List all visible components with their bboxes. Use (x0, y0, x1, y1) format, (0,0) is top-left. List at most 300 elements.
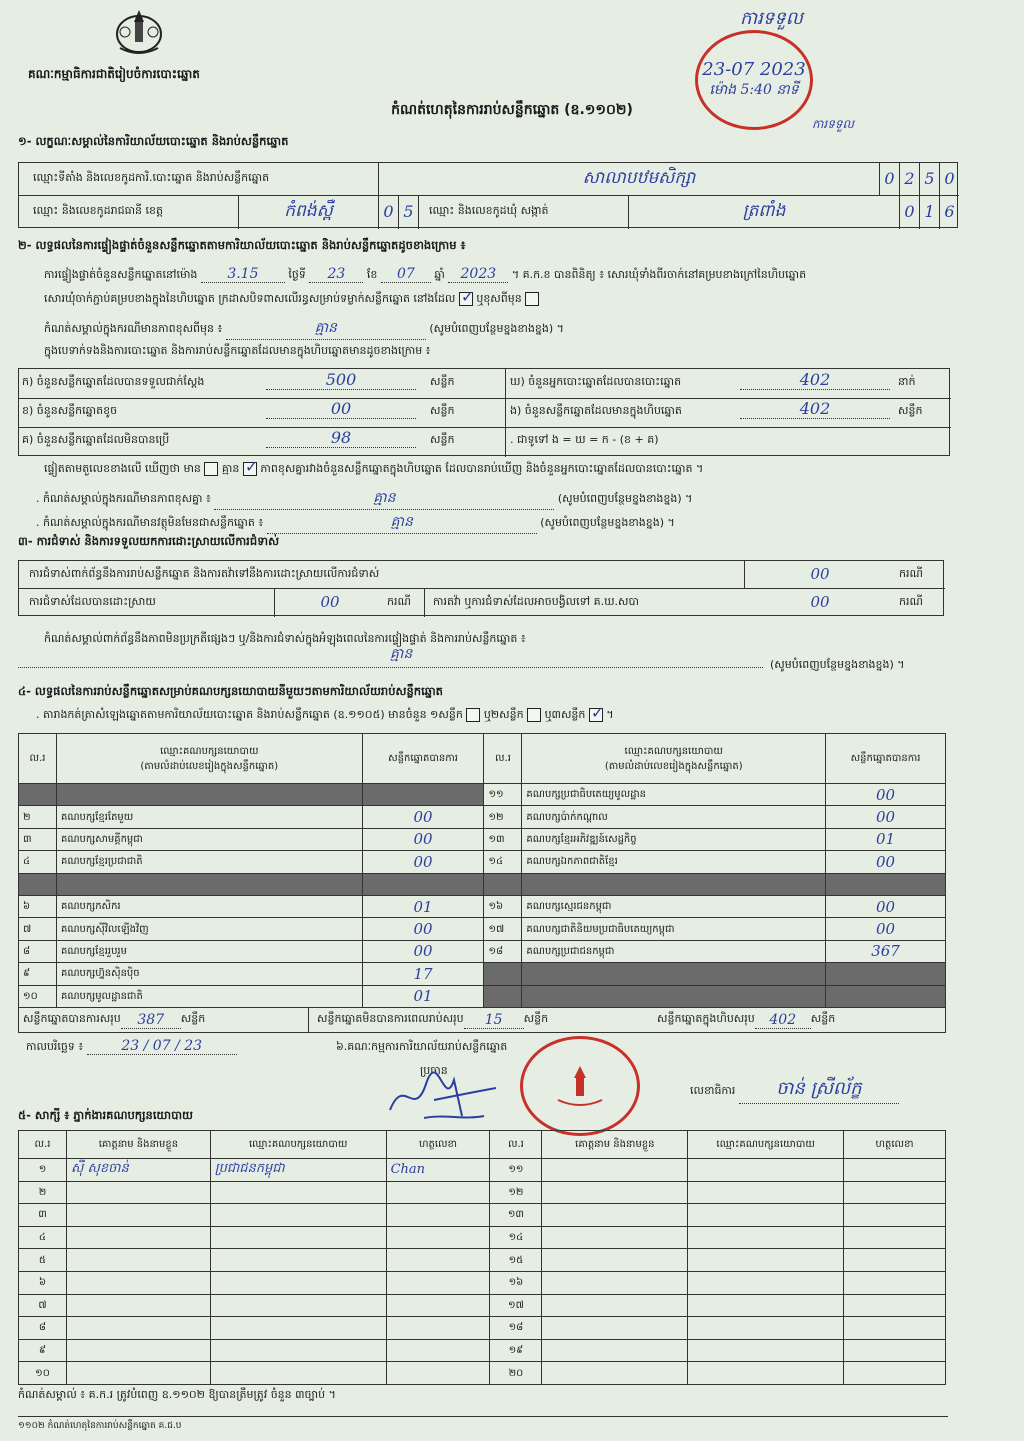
result-no (484, 963, 522, 985)
witness-name: ស៊ី សុខចាន់ (66, 1159, 210, 1182)
total-box-label: សន្លឹកឆ្នោតក្នុងហិបសរុប (657, 1012, 755, 1025)
count-right-label: ឃ) ចំនួនអ្នកបោះឆ្នោតដែលបានបោះឆ្នោត (510, 375, 682, 388)
total-valid-value: 387 (121, 1012, 181, 1029)
difference-note-value: គ្មាន (226, 318, 426, 340)
result-name: គណបក្សប្រជាធិបតេយ្យមូលដ្ឋាន (522, 784, 826, 806)
result-no (19, 873, 57, 895)
result-no: ៨ (19, 940, 57, 962)
time-label: ការផ្ទៀងផ្ទាត់ចំនួនសន្លឹកឆ្នោតនៅម៉ោង (44, 268, 198, 281)
col-party (56, 734, 362, 784)
royal-emblem-icon (108, 4, 170, 56)
result-name (56, 784, 362, 806)
discrepancy-no-checkbox[interactable] (243, 462, 257, 476)
witness-name (542, 1362, 688, 1385)
irregularity-note-value: គ្មាន (390, 646, 413, 662)
result-name: គណបក្សជាតិនិយមប្រជាធិបតេយ្យកម្ពុជា (522, 918, 826, 940)
witness-no: ១០ (19, 1362, 67, 1385)
col-no-right: ល.រ (484, 734, 522, 784)
witness-sign (386, 1271, 490, 1294)
witness-name (66, 1271, 210, 1294)
witness-sign (844, 1362, 946, 1385)
note1-label: . កំណត់សម្គាល់ក្នុងករណីមានភាពខុសគ្នា ៖ (36, 492, 211, 505)
witness-party (688, 1271, 844, 1294)
tally-1-sheet-checkbox[interactable] (466, 708, 480, 722)
result-no: ១៦ (484, 895, 522, 917)
note2-line (36, 512, 675, 534)
tally-2-sheet-checkbox[interactable] (527, 708, 541, 722)
witness-name (66, 1317, 210, 1340)
witness-name (542, 1317, 688, 1340)
discrepancy-yes-checkbox[interactable] (204, 462, 218, 476)
table-row (19, 1249, 946, 1272)
witness-col-sign: ហត្ថលេខា (386, 1131, 490, 1159)
witness-name (542, 1294, 688, 1317)
table-row (19, 1204, 946, 1227)
result-name: គណបក្សកសិករ (56, 895, 362, 917)
witness-no: ១១ (490, 1159, 542, 1182)
count-right-value: 402 (740, 370, 890, 390)
witness-col-sign-right: ហត្ថលេខា (844, 1131, 946, 1159)
total-invalid-value: 15 (464, 1012, 524, 1029)
footer-note: កំណត់សម្គាល់ ៖ គ.ក.រ ត្រូវបំពេញ ឧ.១១០២ ឱ្យបានត្រឹមត្រូវ ចំនួន ៣ច្បាប់ ។ (18, 1388, 336, 1401)
col-votes-right: សន្លឹកឆ្នោតបានការ (826, 734, 946, 784)
witness-name (542, 1204, 688, 1227)
commune-code (899, 196, 959, 229)
witness-party (210, 1294, 386, 1317)
witness-sign (386, 1339, 490, 1362)
discrepancy-tail: ភាពខុសគ្នារវាងចំនួនសន្លឹកឆ្នោតក្នុងហិបឆ្នោត ដែលបានរាប់ឃើញ និងចំនួនអ្នកបោះឆ្នោតដែលបានបោះឆ្នោត ។ (260, 462, 704, 475)
difference-note-tail: (សូមបំពេញបន្ថែមខ្នងខាងខ្នង) ។ (429, 322, 564, 335)
code-digit: 0 (939, 163, 959, 195)
result-votes: 00 (826, 918, 946, 940)
result-no: ១៨ (484, 940, 522, 962)
witness-sign (386, 1249, 490, 1272)
count-left-label: ខ) ចំនួនសន្លឹកឆ្នោតខូច (22, 404, 118, 417)
count-right-unit: នាក់ (898, 375, 916, 388)
col-no: ល.រ (19, 734, 57, 784)
result-votes: 00 (362, 806, 484, 828)
witness-no: ១៧ (490, 1294, 542, 1317)
witness-no: ២ (19, 1181, 67, 1204)
section-2-heading: ២- លទ្ធផលនៃការផ្ទៀងផ្ទាត់ចំនួនសន្លឹកឆ្នោតតាមការិយាល័យបោះឆ្នោត និងរាប់សន្លឹកឆ្នោតដូចខាងក្រោម ៖ (18, 238, 466, 252)
witness-party: ប្រជាជនកម្ពុជា (210, 1159, 386, 1182)
witness-col-name: គោត្តនាម និងនាមខ្លួន (66, 1131, 210, 1159)
col-party-title: ឈ្មោះគណបក្សនយោបាយ (624, 745, 723, 757)
tally-intro: . តារាងកត់ត្រាសំឡេងឆ្នោតតាមការិយាល័យបោះឆ្នោត និងរាប់សន្លឹកឆ្នោត (ឧ.១១០៥) មានចំនួន ១សន្លឹក (36, 708, 463, 721)
table-row (19, 1226, 946, 1249)
witness-sign (844, 1249, 946, 1272)
result-votes: 01 (362, 895, 484, 917)
count-left-unit: សន្លឹក (430, 375, 455, 388)
witness-no: ៧ (19, 1294, 67, 1317)
code-digit: 0 (879, 163, 899, 195)
witness-col-name-right: គោត្តនាម និងនាមខ្លួន (542, 1131, 688, 1159)
result-votes: 00 (362, 828, 484, 850)
result-votes (362, 873, 484, 895)
witness-no: ៥ (19, 1249, 67, 1272)
witness-party (210, 1362, 386, 1385)
witness-party (688, 1226, 844, 1249)
report-date-value: 23 / 07 / 23 (87, 1038, 237, 1055)
result-name: គណបក្សខ្មែរអភិវឌ្ឍន៍សេដ្ឋកិច្ច (522, 828, 826, 850)
witness-no: ១ (19, 1159, 67, 1182)
total-valid-cell (19, 1008, 309, 1032)
total-box-cell (649, 1008, 945, 1032)
discrepancy-line (44, 462, 703, 478)
resolved-unit: ករណី (385, 589, 425, 617)
note2-label: . កំណត់សម្គាល់ក្នុងករណីមានវត្ថុមិនមែនជាសន្លឹកឆ្នោត ៖ (36, 516, 264, 529)
code-digit: 0 (899, 196, 919, 229)
result-name (56, 873, 362, 895)
witness-party (688, 1317, 844, 1340)
total-box-value: 402 (755, 1012, 811, 1029)
witness-name (66, 1249, 210, 1272)
location-value: សាលាបឋមសិក្សា (379, 163, 899, 196)
table-row (19, 1339, 946, 1362)
secretary-line (690, 1076, 899, 1104)
total-valid-unit: សន្លឹក (180, 1012, 206, 1025)
count-right-unit: សន្លឹក (898, 404, 923, 417)
witness-name (542, 1181, 688, 1204)
result-no (19, 784, 57, 806)
witness-name (66, 1339, 210, 1362)
note1-line (36, 488, 692, 510)
note2-value: គ្មាន (267, 512, 537, 534)
section-5-heading: ៥- សាក្សី ៖ ភ្នាក់ងារគណបក្សនយោបាយ (18, 1108, 193, 1122)
count-left-value: 500 (266, 370, 416, 390)
count-left-value: 00 (266, 399, 416, 419)
col-party-sub: (តាមលំដាប់លេខរៀងក្នុងសន្លឹកឆ្នោត) (140, 760, 279, 772)
result-no (484, 873, 522, 895)
result-name (522, 963, 826, 985)
committee-seal (520, 1036, 640, 1136)
witness-no: ១៣ (490, 1204, 542, 1227)
section-3-heading: ៣- ការជំទាស់ និងការទទួលយកការដោះស្រាយលើការជំទាស់ (18, 534, 280, 548)
witness-sign (386, 1362, 490, 1385)
witness-no: ១៤ (490, 1226, 542, 1249)
objection-box (18, 560, 944, 616)
result-no: ៤ (19, 851, 57, 873)
witness-party (688, 1204, 844, 1227)
objection-label: ការជំទាស់ពាក់ព័ន្ធនឹងការរាប់សន្លឹកឆ្នោត និងការតវ៉ាទៅនឹងការដោះស្រាយលើការជំទាស់ (19, 561, 745, 589)
secretary-label: លេខាធិការ (690, 1084, 736, 1097)
result-name: គណបក្សខ្មែររួបរួម (56, 940, 362, 962)
result-no: ១១ (484, 784, 522, 806)
witness-no: ១៩ (490, 1339, 542, 1362)
witness-sign (844, 1317, 946, 1340)
seal-line (44, 292, 539, 308)
witness-no: ១៦ (490, 1271, 542, 1294)
count-right-label: . ជាទូទៅ ង = ឃ = ក - (ខ + គ) (510, 433, 659, 446)
witness-party (688, 1181, 844, 1204)
note1-tail: (សូមបំពេញបន្ថែមខ្នងខាងខ្នង) ។ (557, 492, 693, 505)
code-digit: 5 (919, 163, 939, 195)
result-votes: 00 (826, 895, 946, 917)
verification-line (44, 266, 806, 284)
tally-3-sheet-label: ឬ៣សន្លឹក (544, 708, 586, 721)
result-votes: 00 (362, 851, 484, 873)
chair-label: ប្រធាន (420, 1064, 448, 1077)
witness-sign (386, 1181, 490, 1204)
witness-party (210, 1271, 386, 1294)
result-name: គណបក្សហ្វ៊ុនស៊ិនប៉ិច (56, 963, 362, 985)
result-votes: 00 (362, 918, 484, 940)
results-table (18, 733, 946, 1008)
count-left-unit: សន្លឹក (430, 404, 455, 417)
seal-changed-checkbox[interactable] (525, 292, 539, 306)
location-code (879, 163, 959, 196)
month-value: 07 (381, 266, 431, 283)
objection-unit: ករណី (895, 561, 945, 589)
stamp-sub: ការទទួល (812, 117, 854, 131)
result-name: គណបក្សមូលដ្ឋានជាតិ (56, 985, 362, 1007)
table-row (19, 1181, 946, 1204)
table-row (19, 806, 946, 828)
result-votes: 01 (362, 985, 484, 1007)
province-value: កំពង់ស្ពឺ (239, 196, 379, 229)
total-invalid-unit: សន្លឹក (523, 1012, 549, 1025)
witness-sign (844, 1159, 946, 1182)
result-name (522, 873, 826, 895)
witness-party (688, 1159, 844, 1182)
witness-no: ១៥ (490, 1249, 542, 1272)
code-digit: 0 (379, 196, 399, 229)
witness-col-party: ឈ្មោះគណបក្សនយោបាយ (210, 1131, 386, 1159)
count-left-item (22, 404, 117, 420)
result-name: គណបក្សសាមគ្គីកម្ពុជា (56, 828, 362, 850)
table-row (19, 895, 946, 917)
result-name: គណបក្សខ្មែរប្រជាជាតិ (56, 851, 362, 873)
table-row (19, 784, 946, 806)
province-code (379, 196, 419, 229)
seal-ok-checkbox[interactable] (459, 292, 473, 306)
result-votes: 01 (826, 828, 946, 850)
witness-name (542, 1271, 688, 1294)
objection-value: 00 (745, 561, 895, 589)
witness-no: ៩ (19, 1339, 67, 1362)
col-party-right (522, 734, 826, 784)
result-no: ៣ (19, 828, 57, 850)
witness-table (18, 1130, 946, 1385)
appeal-unit: ករណី (899, 595, 923, 608)
resolved-label: ការជំទាស់ដែលបានដោះស្រាយ (19, 589, 275, 617)
seal-changed-label: ឬខុសពីមុន (476, 292, 522, 305)
note1-value: គ្មាន (214, 488, 554, 510)
witness-col-no-right: ល.រ (490, 1131, 542, 1159)
witness-name (542, 1339, 688, 1362)
result-no: ៦ (19, 895, 57, 917)
witness-sign (844, 1204, 946, 1227)
witness-sign (386, 1317, 490, 1340)
witness-name (542, 1159, 688, 1182)
total-valid-label: សន្លឹកឆ្នោតបានការសរុប (23, 1012, 121, 1025)
result-name: គណបក្សឯកភាពជាតិខ្មែរ (522, 851, 826, 873)
count-left-unit: សន្លឹក (430, 433, 455, 446)
year-label: ឆ្នាំ (434, 268, 445, 281)
code-digit: 6 (939, 196, 959, 229)
footer-form-code: ១១០២ កំណត់ហេតុនៃការរាប់សន្លឹកឆ្នោត គ.ជ.ប (18, 1421, 182, 1431)
result-name (522, 985, 826, 1007)
table-row (19, 828, 946, 850)
report-date-label: កាលបរិច្ឆេទ ៖ (26, 1040, 84, 1053)
table-row (19, 1362, 946, 1385)
count-left-value: 98 (266, 428, 416, 448)
result-votes (826, 963, 946, 985)
stamp-time: ម៉ោង 5:40 នាទី (709, 82, 799, 98)
section-4-heading: ៤- លទ្ធផលនៃការរាប់សន្លឹកឆ្នោតសម្រាប់គណបក្សនយោបាយនីមួយៗតាមការិយាល័យរាប់សន្លឹកឆ្នោត (18, 684, 443, 698)
total-invalid-label: សន្លឹកឆ្នោតមិនបានការពេលរាប់សរុប (317, 1012, 464, 1025)
result-votes (826, 985, 946, 1007)
count-left-item (22, 375, 204, 391)
note2-tail: (សូមបំពេញបន្ថែមខ្នងខាងខ្នង) ។ (540, 516, 675, 529)
witness-no: ១២ (490, 1181, 542, 1204)
secretary-signature: ចាន់ ស្រីល័ក្ខ (739, 1076, 899, 1104)
result-no: ១៧ (484, 918, 522, 940)
table-row (19, 873, 946, 895)
witness-party (688, 1339, 844, 1362)
table-row (19, 918, 946, 940)
witness-sign (386, 1204, 490, 1227)
col-party-title: ឈ្មោះគណបក្សនយោបាយ (160, 745, 259, 757)
witness-no: ៤ (19, 1226, 67, 1249)
witness-no: ១៨ (490, 1317, 542, 1340)
count-intro: ក្នុងបេទាក់ទងនិងការបោះឆ្នោត និងការរាប់សន្លឹកឆ្នោតដែលមានក្នុងហិបឆ្នោតមានដូចខាងក្រោម ៖ (44, 344, 431, 357)
witness-no: ៨ (19, 1317, 67, 1340)
result-no: ១២ (484, 806, 522, 828)
count-right-value: 402 (740, 399, 890, 419)
chair-signature-icon (384, 1070, 504, 1126)
count-right-label: ង) ចំនួនសន្លឹកឆ្នោតដែលមានក្នុងហិបឆ្នោត (510, 404, 682, 417)
result-votes: 17 (362, 963, 484, 985)
appeal-label: ការតវ៉ា ឬការជំទាស់ដែលអាចបង្វិលទៅ គ.ឃ.សបា (433, 595, 640, 608)
result-no: ៩ (19, 963, 57, 985)
table-row (19, 985, 946, 1007)
witness-col-no: ល.រ (19, 1131, 67, 1159)
result-name: គណបក្សស្មេរជនកម្ពុជា (522, 895, 826, 917)
witness-name (542, 1249, 688, 1272)
difference-note-label: កំណត់សម្គាល់ក្នុងករណីមានភាពខុសពីមុន ៖ (44, 322, 223, 335)
witness-sign (844, 1226, 946, 1249)
received-stamp (695, 30, 813, 130)
appeal-value: 00 (810, 593, 830, 611)
time-value: 3.15 (201, 266, 285, 283)
result-name: គណបក្សប៉ាក់កណ្តាល (522, 806, 826, 828)
result-name: គណបក្សស៊ីវិលឡើងវិញ (56, 918, 362, 940)
result-votes: 00 (826, 784, 946, 806)
witness-party (688, 1294, 844, 1317)
witness-sign: Chan (386, 1159, 490, 1182)
day-value: 23 (309, 266, 363, 283)
code-digit: 5 (403, 202, 414, 221)
result-no: ៧ (19, 918, 57, 940)
year-value: 2023 (448, 266, 508, 283)
witness-name (66, 1181, 210, 1204)
witness-sign (386, 1226, 490, 1249)
verification-text: ។ គ.ក.ខ បានពិនិត្យ ៖ សោរឃុំទាំងពីរចាក់នៅគម្របខាងក្រៅនៃហិបឆ្នោត (511, 268, 807, 281)
witness-party (688, 1249, 844, 1272)
tally-3-sheet-checkbox[interactable] (589, 708, 603, 722)
stamp-date: 23-07 2023 (702, 59, 806, 80)
witness-no: ២០ (490, 1362, 542, 1385)
result-votes: 00 (826, 851, 946, 873)
witness-sign (844, 1294, 946, 1317)
witness-party (210, 1181, 386, 1204)
witness-party (688, 1362, 844, 1385)
received-note: ការទទួល (740, 8, 803, 29)
table-row (19, 851, 946, 873)
witness-name (66, 1294, 210, 1317)
witness-no: ៣ (19, 1204, 67, 1227)
witness-party (210, 1317, 386, 1340)
location-label: ឈ្មោះទីតាំង និងលេខកូដការិ.បោះឆ្នោត និងរាប់សន្លឹកឆ្នោត (19, 163, 379, 196)
result-name: គណបក្សប្រជាជនកម្ពុជា (522, 940, 826, 962)
table-row (19, 1317, 946, 1340)
witness-no: ៦ (19, 1271, 67, 1294)
witness-name (66, 1226, 210, 1249)
day-label: ថ្ងៃទី (288, 268, 306, 281)
total-box-unit: សន្លឹក (810, 1012, 836, 1025)
count-left-label: ក) ចំនួនសន្លឹកឆ្នោតដែលបានទទួលជាក់ស្តែង (22, 375, 205, 388)
tally-2-sheet-label: ឬ២សន្លឹក (483, 708, 524, 721)
irregularity-note-label: កំណត់សម្គាល់ពាក់ព័ន្ធនឹងភាពមិនប្រក្រតីផ្សេងៗ ឬ/និងការជំទាស់ក្នុងអំឡុងពេលនៃការផ្ទៀងផ្ទាត់ និងការរាប់សន្លឹកឆ្នោត ៖ (44, 632, 526, 645)
commune-value: ត្រពាំង (742, 201, 786, 221)
witness-sign (844, 1271, 946, 1294)
result-name: គណបក្សខ្មែរតែមួយ (56, 806, 362, 828)
month-label: ខែ (366, 268, 378, 281)
code-digit: 1 (919, 196, 939, 229)
tally-sheet-line: . តារាងកត់ត្រាសំឡេងឆ្នោតតាមការិយាល័យបោះឆ្នោត និងរាប់សន្លឹកឆ្នោត (ឧ.១១០៥) មានចំនួន ១សន្លឹក ឬ២សន្លឹក ឬ៣សន្លឹក ✓ ។ (36, 708, 614, 724)
section-1-heading: ១- លក្ខណៈសម្គាល់នៃការិយាល័យបោះឆ្នោត និងរាប់សន្លឹកឆ្នោត (18, 134, 289, 148)
result-votes: 00 (362, 940, 484, 962)
irregularity-note-tail: (សូមបំពេញបន្ថែមខ្នងខាងខ្នង) ។ (770, 658, 905, 671)
witness-sign (386, 1294, 490, 1317)
result-no: ២ (19, 806, 57, 828)
totals-row (18, 1007, 946, 1033)
result-votes: 00 (826, 806, 946, 828)
org-name: គណៈកម្មាធិការជាតិរៀបចំការបោះឆ្នោត (28, 67, 200, 81)
table-row (19, 940, 946, 962)
result-no: ១៤ (484, 851, 522, 873)
witness-party (210, 1249, 386, 1272)
discrepancy-no-label: គ្មាន (221, 462, 240, 475)
discrepancy-label: ផ្ទៀតតាមតួលេខខាងលើ ឃើញថា មាន (44, 462, 201, 475)
result-no (484, 985, 522, 1007)
table-row (19, 963, 946, 985)
province-label: ឈ្មោះ និងលេខកូដរាជធានី ខេត្ត (19, 196, 239, 229)
witness-party (210, 1339, 386, 1362)
table-row (19, 1294, 946, 1317)
total-invalid-cell (309, 1008, 649, 1032)
count-left-item (22, 433, 169, 449)
commune-label: ឈ្មោះ និងលេខកូដឃុំ សង្កាត់ (419, 196, 629, 229)
page-title: កំណត់ហេតុនៃការរាប់សន្លឹកឆ្នោត (ឧ.១១០២) (391, 102, 633, 118)
result-no: ១៣ (484, 828, 522, 850)
count-left-label: គ) ចំនួនសន្លឹកឆ្នោតដែលមិនបានប្រើ (22, 433, 170, 446)
report-date-line (26, 1038, 237, 1056)
table-row (19, 1159, 946, 1182)
seal-text: សោរឃុំចាក់ភ្ជាប់គម្របខាងក្នុងនៃហិបឆ្នោត ក្រដាសបិទពាសលើរន្ធសម្រាប់ទម្លាក់សន្លឹកឆ្នោត នៅងដែល (44, 292, 456, 305)
result-votes (362, 784, 484, 806)
seal-emblem-icon (550, 1062, 610, 1110)
committee-label: ៦.គណៈកម្មការការិយាល័យរាប់សន្លឹកឆ្នោត (336, 1040, 508, 1053)
witness-name (542, 1226, 688, 1249)
witness-party (210, 1226, 386, 1249)
code-digit: 2 (899, 163, 919, 195)
section-1-box (18, 162, 958, 228)
witness-name (66, 1362, 210, 1385)
witness-name (66, 1204, 210, 1227)
difference-note-line (44, 318, 564, 340)
